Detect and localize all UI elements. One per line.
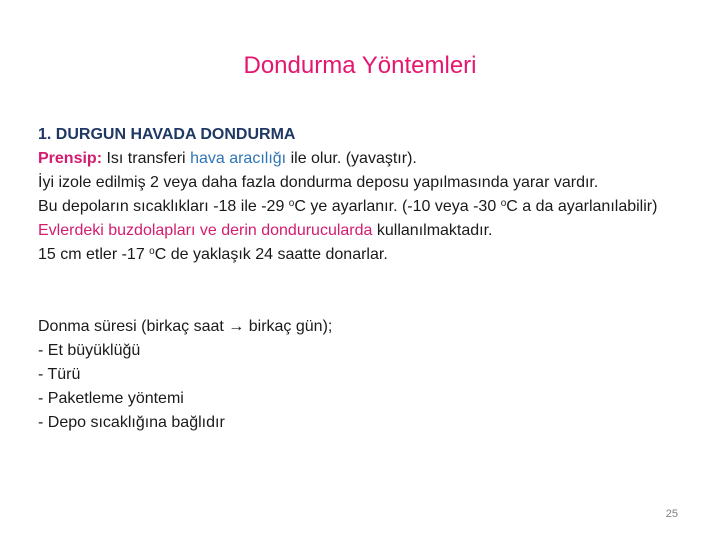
page-number: 25 <box>665 508 678 520</box>
principle-label: Prensip: <box>38 150 103 167</box>
temperature-line <box>38 195 678 219</box>
duration-line <box>38 315 678 339</box>
temperature-part1: Bu depoların sıcaklıkları -18 ile -29 <box>38 198 285 215</box>
section-heading: 1. DURGUN HAVADA DONDURMA <box>38 126 296 143</box>
freeze-time-line <box>38 243 678 267</box>
temperature-part3: C a da ayarlanılabilir) <box>506 198 658 215</box>
factor-item: - Et büyüklüğü <box>38 342 141 359</box>
factor-item: - Türü <box>38 366 81 383</box>
principle-line <box>38 147 678 171</box>
spacer <box>38 267 678 291</box>
freeze-time-part2: C de yaklaşık 24 saatte donarlar. <box>154 246 388 263</box>
temperature-part2: C ye ayarlanır. (-10 veya -30 <box>294 198 497 215</box>
duration-part1: Donma süresi (birkaç saat <box>38 318 224 335</box>
principle-text-a: Isı transferi <box>106 150 186 167</box>
factor-item: - Depo sıcaklığına bağlıdır <box>38 414 225 431</box>
depot-line: İyi izole edilmiş 2 veya daha fazla dondurma deposu yapılmasında yarar vardır. <box>38 174 599 191</box>
degree-mark: o <box>288 198 295 209</box>
usage-highlight: Evlerdeki buzdolapları ve derin dondurucularda <box>38 222 373 239</box>
usage-line <box>38 219 678 243</box>
degree-mark: o <box>500 198 507 209</box>
slide-title: Dondurma Yöntemleri <box>243 52 477 79</box>
spacer <box>38 291 678 315</box>
principle-text-b: ile olur. (yavaştır). <box>290 150 417 167</box>
usage-text: kullanılmaktadır. <box>376 222 493 239</box>
slide-body <box>38 123 678 435</box>
principle-highlight: hava aracılığı <box>190 150 287 167</box>
right-arrow-icon: → <box>228 318 245 335</box>
degree-mark: o <box>149 246 155 257</box>
duration-part2: birkaç gün); <box>248 318 333 335</box>
factor-item: - Paketleme yöntemi <box>38 390 184 407</box>
freeze-time-part1: 15 cm etler -17 <box>38 246 145 263</box>
